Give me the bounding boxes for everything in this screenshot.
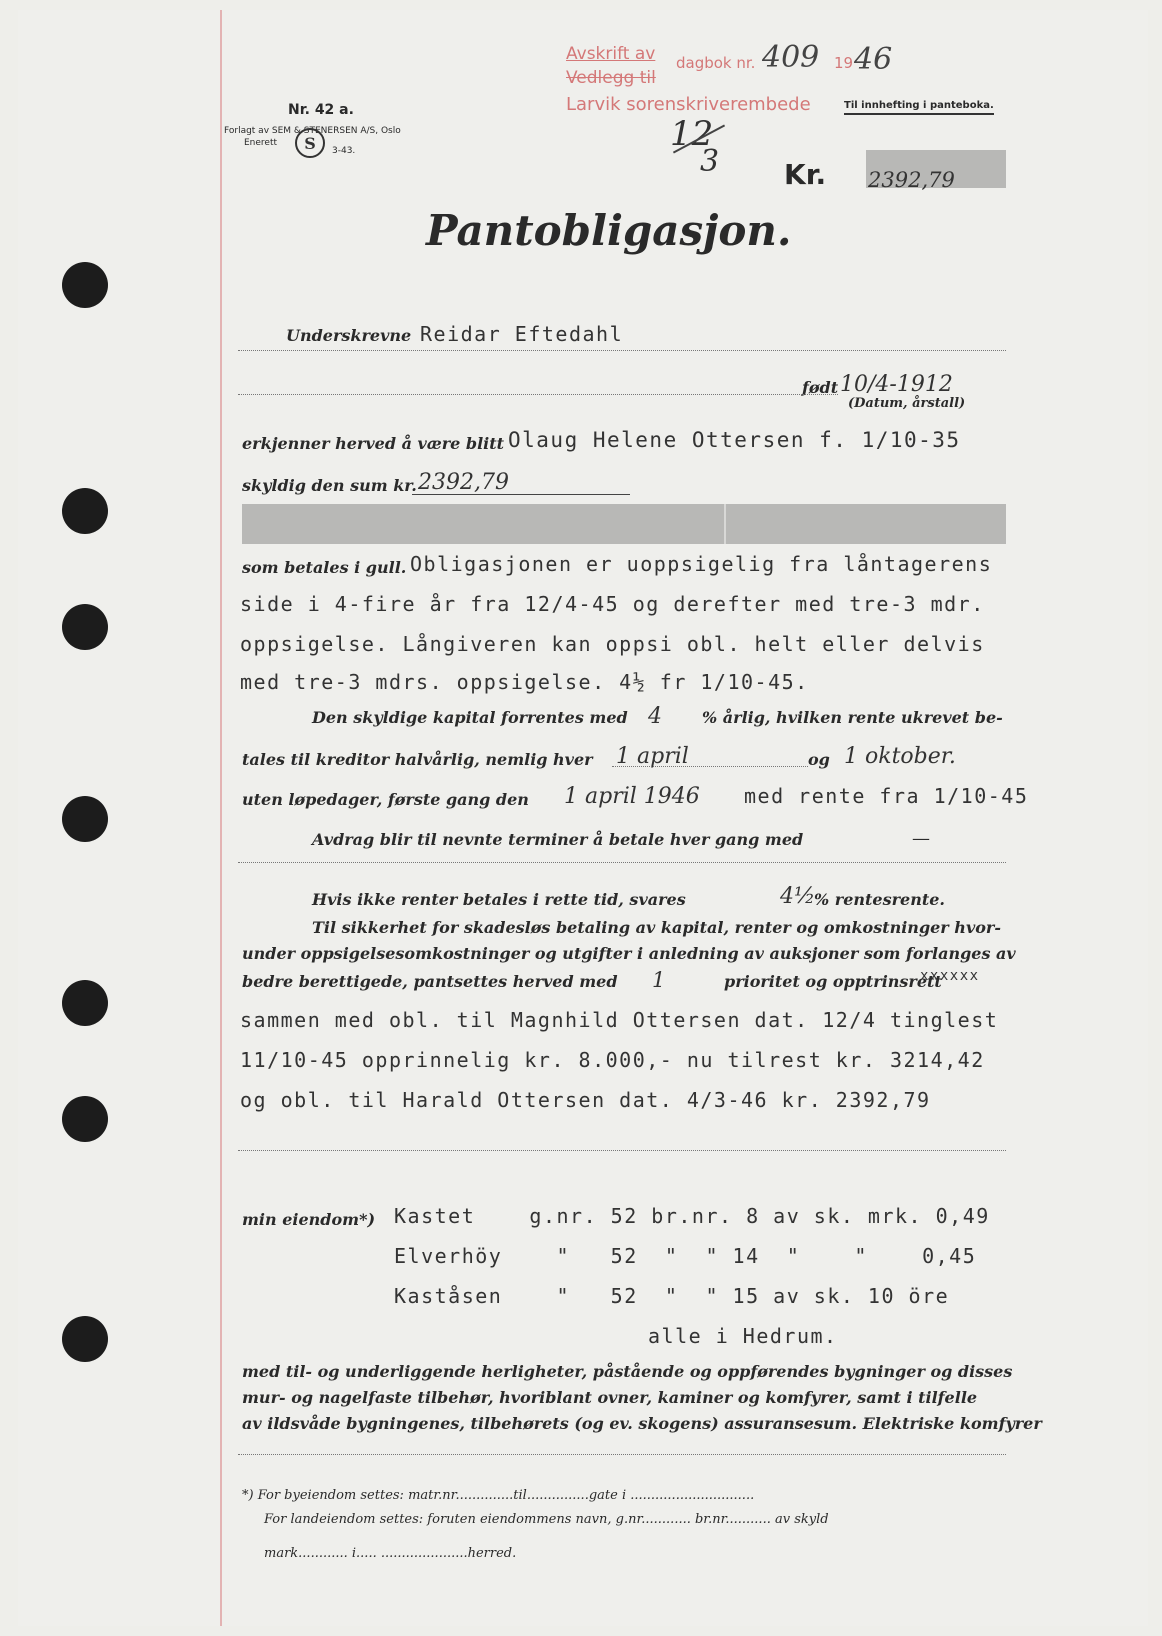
footnote-line-3: mark............ i..... .....................herred. <box>264 1546 517 1561</box>
publisher-date: 3-43. <box>332 146 356 156</box>
document-page <box>18 10 1148 1626</box>
underskrevne-label: Underskrevne <box>286 326 412 345</box>
kr-amount: 2392,79 <box>868 168 955 192</box>
creditor-name: Olaug Helene Ottersen f. 1/10-35 <box>508 428 961 452</box>
terms-line-4: med tre-3 mdrs. oppsigelse. 4½ fr 1/10-45. <box>240 670 809 694</box>
late-text-1: Hvis ikke renter betales i rette tid, svares <box>312 890 686 909</box>
binder-hole <box>62 1096 108 1142</box>
rule <box>238 862 1006 863</box>
svg-text:S: S <box>304 134 316 153</box>
kr-label: Kr. <box>784 158 827 191</box>
publisher-logo <box>295 128 325 158</box>
interest-date-2: 1 oktober. <box>844 744 956 769</box>
stamp-embede: Larvik sorenskriverembede <box>566 94 811 115</box>
property-location: alle i Hedrum. <box>648 1324 838 1348</box>
appurtenance-line-1: med til- og underliggende herligheter, påstående og oppførendes bygninger og disses <box>242 1362 1013 1381</box>
debtor-name: Reidar Eftedahl <box>420 322 624 346</box>
rule <box>238 394 838 395</box>
footnote-line-1: *) For byeiendom settes: matr.nr..............til...............gate i .............................. <box>242 1488 755 1503</box>
margin-rule <box>220 10 222 1626</box>
binder-hole <box>62 796 108 842</box>
interest-date-1: 1 april <box>616 744 689 769</box>
interest-text-4: uten løpedager, første gang den <box>242 790 529 809</box>
date-note-bottom: 3 <box>700 144 720 179</box>
appurtenance-line-3: av ildsvåde bygningenes, tilbehørets (og ev. skogens) assuransesum. Elektriske komfyrer <box>242 1414 1042 1433</box>
first-payment-extra: med rente fra 1/10-45 <box>744 784 1029 808</box>
til-innhefting: Til innhefting i panteboka. <box>844 100 994 115</box>
binder-hole <box>62 488 108 534</box>
property-row: Kaståsen " 52 " " 15 av sk. 10 öre <box>394 1284 950 1308</box>
security-line-3a: bedre berettigede, pantsettes herved med <box>242 972 618 991</box>
stamp-year-prefix: 19 <box>834 54 854 72</box>
creditor-label: erkjenner herved å være blitt <box>242 434 505 453</box>
publisher-line: Forlagt av SEM & STENERSEN A/S, Oslo <box>224 126 401 136</box>
stamp-dagbok-label: dagbok nr. <box>676 54 756 72</box>
binder-hole <box>62 1316 108 1362</box>
late-text-2: % rentesrente. <box>814 890 945 909</box>
appurtenance-line-2: mur- og nagelfaste tilbehør, hvoriblant ovner, kaminer og komfyrer, samt i tilfelle <box>242 1388 978 1407</box>
sum-label: skyldig den sum kr. <box>242 476 417 495</box>
security-line-1: Til sikkerhet for skadesløs betaling av kapital, renter og omkostninger hvor- <box>312 918 1001 937</box>
form-number: Nr. 42 a. <box>288 102 354 118</box>
date-note-top: 12 <box>670 114 714 154</box>
born-hint: (Datum, årstall) <box>848 396 966 411</box>
avdrag-label: Avdrag blir til nevnte terminer å betale hver gang med <box>312 830 804 849</box>
property-row: Kastet g.nr. 52 br.nr. 8 av sk. mrk. 0,49 <box>394 1204 990 1228</box>
sum-value: 2392,79 <box>418 470 509 495</box>
property-row: Elverhöy " 52 " " 14 " " 0,45 <box>394 1244 977 1268</box>
security-line-3b: prioritet og opptrinsrett <box>724 972 942 991</box>
publisher-enerett: Enerett <box>244 138 278 148</box>
gold-label: som betales i gull. <box>242 558 407 577</box>
late-rate: 4½ <box>780 884 816 909</box>
priority-value: 1 <box>652 968 666 992</box>
binder-hole <box>62 980 108 1026</box>
security-tw-3: og obl. til Harald Ottersen dat. 4/3-46 kr. 2392,79 <box>240 1088 931 1112</box>
security-tw-1: sammen med obl. til Magnhild Ottersen dat. 12/4 tinglest <box>240 1008 999 1032</box>
footnote-line-2: For landeiendom settes: foruten eiendommens navn, g.nr............ br.nr........... av skyld <box>264 1512 829 1527</box>
rule <box>238 1454 1006 1455</box>
security-tw-2: 11/10-45 opprinnelig kr. 8.000,- nu tilrest kr. 3214,42 <box>240 1048 985 1072</box>
binder-hole <box>62 604 108 650</box>
terms-line-3: oppsigelse. Långiveren kan oppsi obl. helt eller delvis <box>240 632 985 656</box>
year-suffix: 46 <box>854 42 893 77</box>
interest-og: og <box>808 750 830 769</box>
gray-bar-divider <box>724 504 726 544</box>
interest-text-2: % årlig, hvilken rente ukrevet be- <box>702 708 1003 727</box>
interest-text-1: Den skyldige kapital forrentes med <box>312 708 628 727</box>
avdrag-value: — <box>912 828 930 849</box>
stamp-vedlegg: Vedlegg til <box>566 68 656 88</box>
interest-text-3: tales til kreditor halvårlig, nemlig hver <box>242 750 593 769</box>
dagbok-number: 409 <box>762 40 820 75</box>
gray-fill-bar <box>242 504 1006 544</box>
property-label: min eiendom*) <box>242 1210 376 1229</box>
binder-hole <box>62 262 108 308</box>
born-date: 10/4-1912 <box>840 372 953 397</box>
rule <box>238 1150 1006 1151</box>
security-line-2: under oppsigelsesomkostninger og utgifter i anledning av auksjoner som forlanges av <box>242 944 1016 963</box>
terms-line-2: side i 4-fire år fra 12/4-45 og derefter med tre-3 mdr. <box>240 592 985 616</box>
page-title: Pantobligasjon. <box>426 206 792 255</box>
stamp-avskrift: Avskrift av <box>566 44 656 64</box>
struck-text: xxxxxx <box>920 968 980 984</box>
first-payment-date: 1 april 1946 <box>564 784 700 809</box>
rule <box>238 350 1006 351</box>
terms-line-1: Obligasjonen er uoppsigelig fra låntagerens <box>410 552 993 576</box>
rule <box>612 766 808 767</box>
sum-underline <box>412 494 630 495</box>
interest-rate: 4 <box>648 704 662 729</box>
born-label: født <box>802 378 839 397</box>
